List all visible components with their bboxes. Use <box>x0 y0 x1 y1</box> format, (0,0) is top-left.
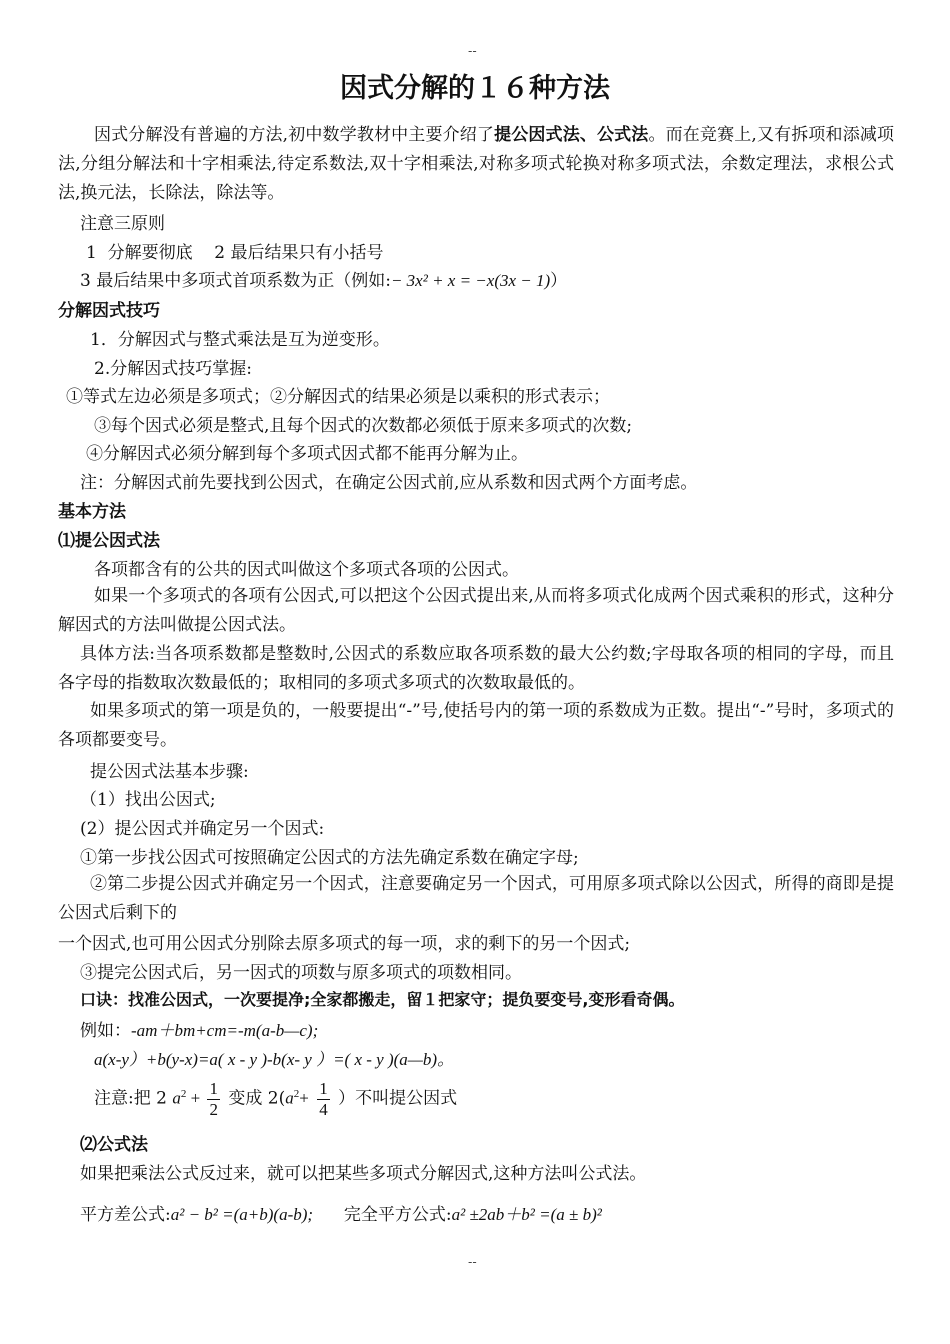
note-text-a: 注意:把 2 <box>94 1088 167 1109</box>
method-1-heading: ⑴提公因式法 <box>58 531 160 551</box>
header-mark: -- <box>468 44 477 58</box>
example-label: 例如： <box>80 1021 131 1041</box>
method-2-heading: ⑵公式法 <box>80 1135 148 1155</box>
method-1-steps-heading: 提公因式法基本步骤: <box>90 762 249 782</box>
perfect-square-label: 完全平方公式: <box>343 1205 452 1225</box>
method-1-step-2-2b: 一个因式,也可用公因式分别除去原多项式的每一项，求的剩下的另一个因式; <box>58 934 631 954</box>
principles-heading: 注意三原则 <box>80 214 165 234</box>
tips-item-2-3: ③每个因式必须是整式,且每个因式的次数都必须低于原来多项式的次数; <box>94 416 633 436</box>
method-2-para-1: 如果把乘法公式反过来，就可以把某些多项式分解因式,这种方法叫公式法。 <box>80 1164 647 1184</box>
method-1-note: 注意:把 2 $a^2$ + $\frac{1}{2}$ 变成 $2(a^2+$ $\frac{1}{4}$ ）不叫提公因式 <box>94 1078 458 1119</box>
method-1-para-4: 如果多项式的第一项是负的，一般要提出“-”号,使括号内的第一项的系数成为正数。提出“-”号时，多项式的各项都要变号。 <box>58 701 894 750</box>
method-1-example-1 <box>80 1016 318 1041</box>
intro-paragraph <box>58 121 894 208</box>
fraction-2-numerator: 1 <box>319 1078 328 1098</box>
method-1-para-1: 各项都含有的公共的因式叫做这个多项式各项的公因式。 <box>94 560 519 580</box>
fraction-1-numerator: 1 <box>209 1078 218 1098</box>
note-text-b: 变成 2( <box>228 1088 286 1109</box>
method-1-step-2-1: ①第一步找公因式可按照确定公因式的方法先确定系数在确定字母; <box>80 848 579 868</box>
tips-item-2: 2.分解因式技巧掌握: <box>94 359 252 379</box>
perfect-square-formula: a² ±2ab＋b² =(a ± b)² <box>451 1205 602 1224</box>
intro-text-b: 。而在竞赛上,又有拆项和添减项法,分组分解法和十字相乘法,待定系数法,双十字相乘法,对称多项式轮换对称多项式法，余数定理法，求根公式法,换元法，长除法，除法等。 <box>58 125 895 203</box>
fraction-2-denominator: 4 <box>319 1099 328 1119</box>
method-1-para-2: 如果一个多项式的各项有公因式,可以把这个公因式提出来,从而将多项式化成两个因式乘积的形式，这种分解因式的方法叫做提公因式法。 <box>58 586 894 635</box>
principles-line-1: 1 分解要彻底 2 最后结果只有小括号 <box>86 243 384 263</box>
method-1-rhyme: 口诀：找准公因式，一次要提净;全家都搬走，留１把家守；提负要变号,变形看奇偶。 <box>80 990 685 1009</box>
page-title: 因式分解的１６种方法 <box>340 73 610 104</box>
tips-note: 注：分解因式前先要找到公因式，在确定公因式前,应从系数和因式两个方面考虑。 <box>80 473 698 493</box>
method-1-step-2-3: ③提完公因式后，另一因式的项数与原多项式的项数相同。 <box>80 963 522 983</box>
intro-methods-bold: 提公因式法、公式法 <box>494 125 649 145</box>
method-1-step-2-2a: ②第二步提公因式并确定另一个因式，注意要确定另一个因式，可用原多项式除以公因式，所得的商即是提公因式后剩下的 <box>58 874 894 923</box>
principles-line-3-text: 3 最后结果中多项式首项系数为正（例如: <box>80 271 391 291</box>
method-1-example-2: a(x-y）+b(y-x)=a( x - y )-b(x- y ）=( x - y )(a—b)。 <box>94 1050 455 1069</box>
note-text-c: ）不叫提公因式 <box>338 1088 458 1109</box>
fraction-one-quarter <box>317 1079 330 1120</box>
fraction-one-half <box>207 1079 220 1120</box>
method-1-step-1: （1）找出公因式; <box>80 790 216 810</box>
basic-methods-heading: 基本方法 <box>58 502 126 522</box>
method-2-formulas <box>80 1200 602 1225</box>
tips-item-2-4: ④分解因式必须分解到每个多项式因式都不能再分解为止。 <box>86 444 528 464</box>
footer-mark: -- <box>468 1255 477 1269</box>
difference-of-squares-formula: a² − b² =(a+b)(a-b); <box>170 1205 314 1224</box>
fraction-1-denominator: 2 <box>209 1099 218 1119</box>
method-1-para-3: 具体方法:当各项系数都是整数时,公因式的系数应取各项系数的最大公约数;字母取各项的相同的字母，而且各字母的指数取次数最低的；取相同的多项式多项式的次数取最低的。 <box>58 644 894 693</box>
tips-item-2-1: ①等式左边必须是多项式；②分解因式的结果必须是以乘积的形式表示； <box>66 387 610 407</box>
principles-line-3-close: ） <box>550 271 568 291</box>
intro-text-a: 因式分解没有普遍的方法,初中数学教材中主要介绍了 <box>94 125 495 145</box>
tips-item-1: 1．分解因式与整式乘法是互为逆变形。 <box>90 330 390 350</box>
principles-line-3 <box>80 266 567 291</box>
difference-of-squares-label: 平方差公式: <box>80 1205 171 1225</box>
example-1-formula: -am＋bm+cm=-m(a-b—c); <box>131 1021 319 1040</box>
principles-line-3-math: − 3x² + x = −x(3x − 1) <box>390 271 551 290</box>
tips-heading: 分解因式技巧 <box>58 301 160 321</box>
method-1-step-2: (2）提公因式并确定另一个因式: <box>80 819 325 839</box>
